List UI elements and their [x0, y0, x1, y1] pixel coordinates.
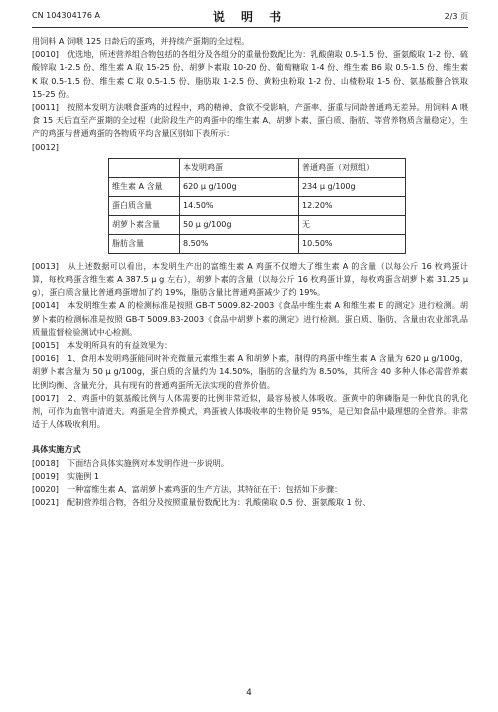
paragraph-0014: [0014] 本发明维生素 A 的检测标准是按照 GB-T 5009.82-2003《食品中维生素 A 和维生素 E 的测定》进行检测。胡萝卜素的检测标准是按照 GB-T 5009.83-2003《食品中胡萝卜素的测定》进行检测。蛋白质、脂肪、含量由农业部乳品质量监督检验测试中心检测。	[32, 300, 468, 337]
paragraph-continuation: 用饲料 A 饲喂 125 日龄后的蛋鸡，并持续产蛋期的全过程。	[32, 36, 250, 46]
paragraph-0011: [0011] 按照本发明方法喂食蛋鸡的过程中，鸡的精神、食欲不受影响，产蛋率、蛋重与同龄普通鸡无差异。用饲料 A 喂食 15 天后直至产蛋期的全过程（此阶段生产的鸡蛋中的维生素 A、胡萝卜素、蛋白质、脂肪、等营养物质含量稳定），生产的鸡蛋与普通鸡蛋的各物质平均含量区别如下表所示：	[32, 102, 468, 139]
table-header-cell: 本发明鸡蛋	[180, 158, 299, 177]
table-cell: 234 μ g/100g	[299, 177, 406, 196]
page-number: 4	[246, 688, 252, 698]
table-row	[109, 177, 406, 196]
table-cell: 脂肪含量	[109, 234, 180, 253]
paragraph-0017: [0017] 2、鸡蛋中的氨基酸比例与人体需要的比例非常近似，最容易被人体吸收。蛋黄中的卵磷脂是一种优良的乳化剂，可作为血管中清道夫。鸡蛋是全营养模式，鸡蛋被人体吸收率的生物价是 95%，是已知食品中最理想的全营养。非常适于人体吸收利用。	[32, 392, 468, 430]
table-header-cell: 普通鸡蛋（对照组）	[299, 158, 406, 177]
table-cell: 12.20%	[299, 196, 406, 215]
table-cell: 维生素 A 含量	[109, 177, 180, 196]
page-body	[32, 35, 468, 509]
table-cell: 胡萝卜素含量	[109, 215, 180, 234]
page-header	[32, 8, 468, 28]
table-row	[109, 196, 406, 215]
table-cell: 620 μ g/100g	[180, 177, 299, 196]
table-cell: 蛋白质含量	[109, 196, 180, 215]
table-cell: 50 μ g/100g	[180, 215, 299, 234]
table-row	[109, 215, 406, 234]
document-title: 说 明 书	[212, 10, 288, 24]
paragraph-0020: [0020] 一种富维生素 A、富胡萝卜素鸡蛋的生产方法，其特征在于：包括如下步骤：	[32, 484, 343, 495]
nutrient-comparison-table	[108, 158, 406, 254]
paragraph-0016: [0016] 1、食用本发明鸡蛋能同时补充微量元素维生素 A 和胡萝卜素，制得的鸡蛋中维生素 A 含量为 620 μ g/100g，胡萝卜素含量为 50 μ g/100g，蛋白质的含量约为 14.50%，脂肪的含量约为 8.50%，其所含 40 多种人体必需营养素比例均衡、含量充分，具有现有的普通鸡蛋所无法实现的营养价值。	[32, 353, 468, 390]
paragraph-0021: [0021] 配制营养组合物，各组分及按照重量份数配比为：乳酸菌取 0.5 份、蛋氨酸取 1 份、	[32, 497, 371, 508]
paragraph-0013: [0013] 从上述数据可以看出，本发明生产出的富维生素 A 鸡蛋不仅增大了维生素 A 的含量（以每公斤 16 枚鸡蛋计算，每枚鸡蛋含维生素 A 387.5 μ g 左右），胡萝卜素的含量（以每公斤 16 枚鸡蛋计算，每枚鸡蛋含胡萝卜素 31.25 μ g），蛋白质含量比普通鸡蛋增加了约 19%，脂肪含量比普通鸡蛋减少了约 19%。	[32, 260, 468, 298]
table-cell: 10.50%	[299, 234, 406, 253]
paragraph-0019: [0019] 实施例 1	[32, 470, 100, 481]
paragraph-0010: [0010] 优选地，所述营养组合物包括的各组分及各组分的重量份数配比为：乳酸菌取 0.5-1.5 份、蛋氨酸取 1-2 份、硫酸锌取 1-2.5 份、维生素 A 取 15-25 份、胡萝卜素取 10-20 份、葡萄糖取 1-4 份、维生素 B6 取 0.5-1.5 份、维生素 K 取 0.5-1.5 份、维生素 C 取 0.5-1.5 份、脂肪取 1-2.5 份、黄粉虫粉取 1-2 份、山楂粉取 1-5 份、氨基酸螯合铁取 15-25 份。	[32, 49, 468, 99]
table-cell: 14.50%	[180, 196, 299, 215]
table-cell: 8.50%	[180, 234, 299, 253]
table-cell: 无	[299, 215, 406, 234]
table-header-cell	[109, 158, 180, 177]
header-divider	[32, 27, 468, 28]
section-heading: 具体实施方式	[32, 444, 81, 455]
paragraph-0018: [0018] 下面结合具体实施例对本发明作进一步说明。	[32, 457, 229, 468]
paragraph-0012: [0012]	[32, 141, 59, 152]
paragraph-0015: [0015] 本发明所具有的有益效果为：	[32, 340, 173, 351]
table-header-row	[109, 158, 406, 177]
page-indicator: 2/3 页	[444, 12, 468, 21]
document-number: CN 104304176 A	[32, 11, 100, 20]
table-row	[109, 234, 406, 253]
